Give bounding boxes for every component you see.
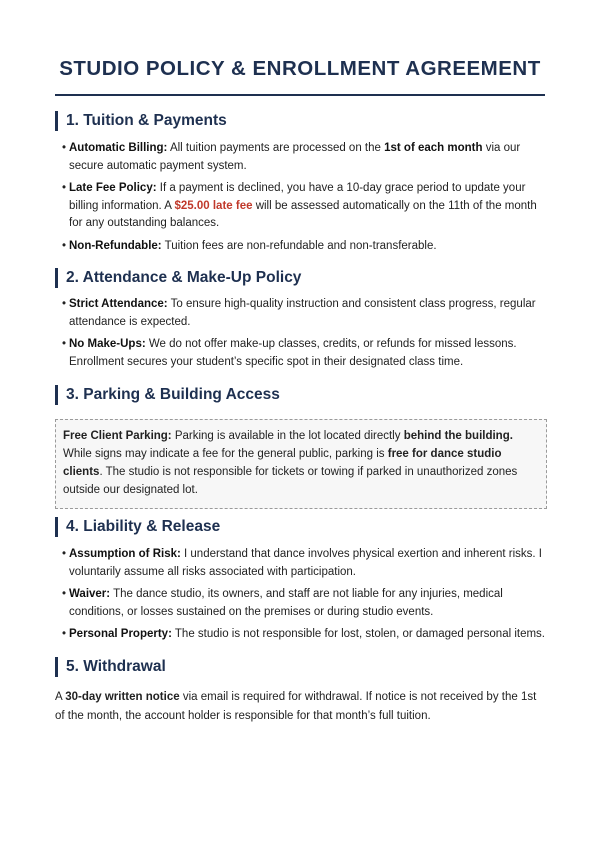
page-title: STUDIO POLICY & ENROLLMENT AGREEMENT [59, 57, 541, 80]
callout-text: . The studio is not responsible for tickets or towing if parked in unauthorized zones outside our designated lot. [63, 466, 518, 496]
section-heading-tuition: 1. Tuition & Payments [55, 111, 227, 131]
callout-label: Free Client Parking: [63, 430, 172, 442]
title-divider [55, 94, 545, 96]
list-item [62, 238, 546, 256]
item-text: The studio is not responsible for lost, stolen, or damaged personal items. [171, 628, 546, 640]
callout-emphasis: free for dance studio clients [63, 448, 502, 478]
item-label: Strict Attendance: [69, 298, 168, 310]
item-text: I understand that dance involves physical exertion and inherent risks. I voluntarily assume all risks associated with participation. [69, 548, 542, 578]
item-label: Waiver: [69, 588, 111, 600]
item-label: Assumption of Risk: [69, 548, 181, 560]
callout-emphasis: behind the building. [403, 430, 513, 442]
section-heading-liability: 4. Liability & Release [55, 517, 220, 537]
parking-callout [55, 419, 547, 509]
para-text: via email is required for withdrawal. If notice is not received by the 1st of the month, the account holder is responsible for that month’s full tuition. [55, 691, 537, 722]
item-text: All tuition payments are processed on the [167, 142, 385, 154]
tuition-list [62, 140, 546, 260]
list-item [62, 296, 546, 331]
item-label: Non-Refundable: [69, 239, 162, 252]
section-heading-parking: 3. Parking & Building Access [55, 385, 280, 405]
section-heading-attendance: 2. Attendance & Make-Up Policy [55, 268, 301, 288]
item-text: We do not offer make-up classes, credits, or refunds for missed lessons. Enrollment secures your student’s specific spot in their designated class time. [69, 338, 517, 368]
item-label: Late Fee Policy: [69, 182, 157, 194]
callout-text: While signs may indicate a fee for the general public, parking is [63, 448, 388, 460]
item-text: will be assessed automatically on the 11th of the month for any outstanding balances. [69, 199, 537, 229]
item-emphasis: 1st of each month [384, 142, 483, 154]
list-item [62, 336, 546, 371]
section-heading-withdrawal: 5. Withdrawal [55, 657, 166, 677]
item-label: No Make-Ups: [69, 338, 146, 350]
callout-text: Parking is available in the lot located directly [171, 430, 404, 442]
list-item [62, 180, 546, 233]
item-text: Tuition fees are non-refundable and non-transferable. [161, 239, 437, 252]
item-label: Automatic Billing: [69, 142, 168, 154]
item-label: Personal Property: [69, 628, 172, 640]
list-item [62, 586, 546, 621]
liability-list [62, 546, 546, 649]
withdrawal-paragraph [55, 688, 545, 726]
item-text: If a payment is declined, you have a 10-day grace period to update your billing information. A [69, 182, 526, 212]
attendance-list [62, 296, 546, 376]
list-item [62, 626, 546, 644]
item-text: The dance studio, its owners, and staff are not liable for any injuries, medical conditions, or losses sustained on the premises or during studio events. [69, 588, 503, 618]
list-item [62, 546, 546, 581]
para-text: A [55, 691, 66, 703]
late-fee-amount: $25.00 late fee [174, 199, 253, 212]
item-text: To ensure high-quality instruction and consistent class progress, regular attendance is expected. [69, 298, 536, 328]
para-emphasis: 30-day written notice [65, 691, 180, 703]
item-text: via our secure automatic payment system. [69, 142, 521, 172]
list-item [62, 140, 546, 175]
